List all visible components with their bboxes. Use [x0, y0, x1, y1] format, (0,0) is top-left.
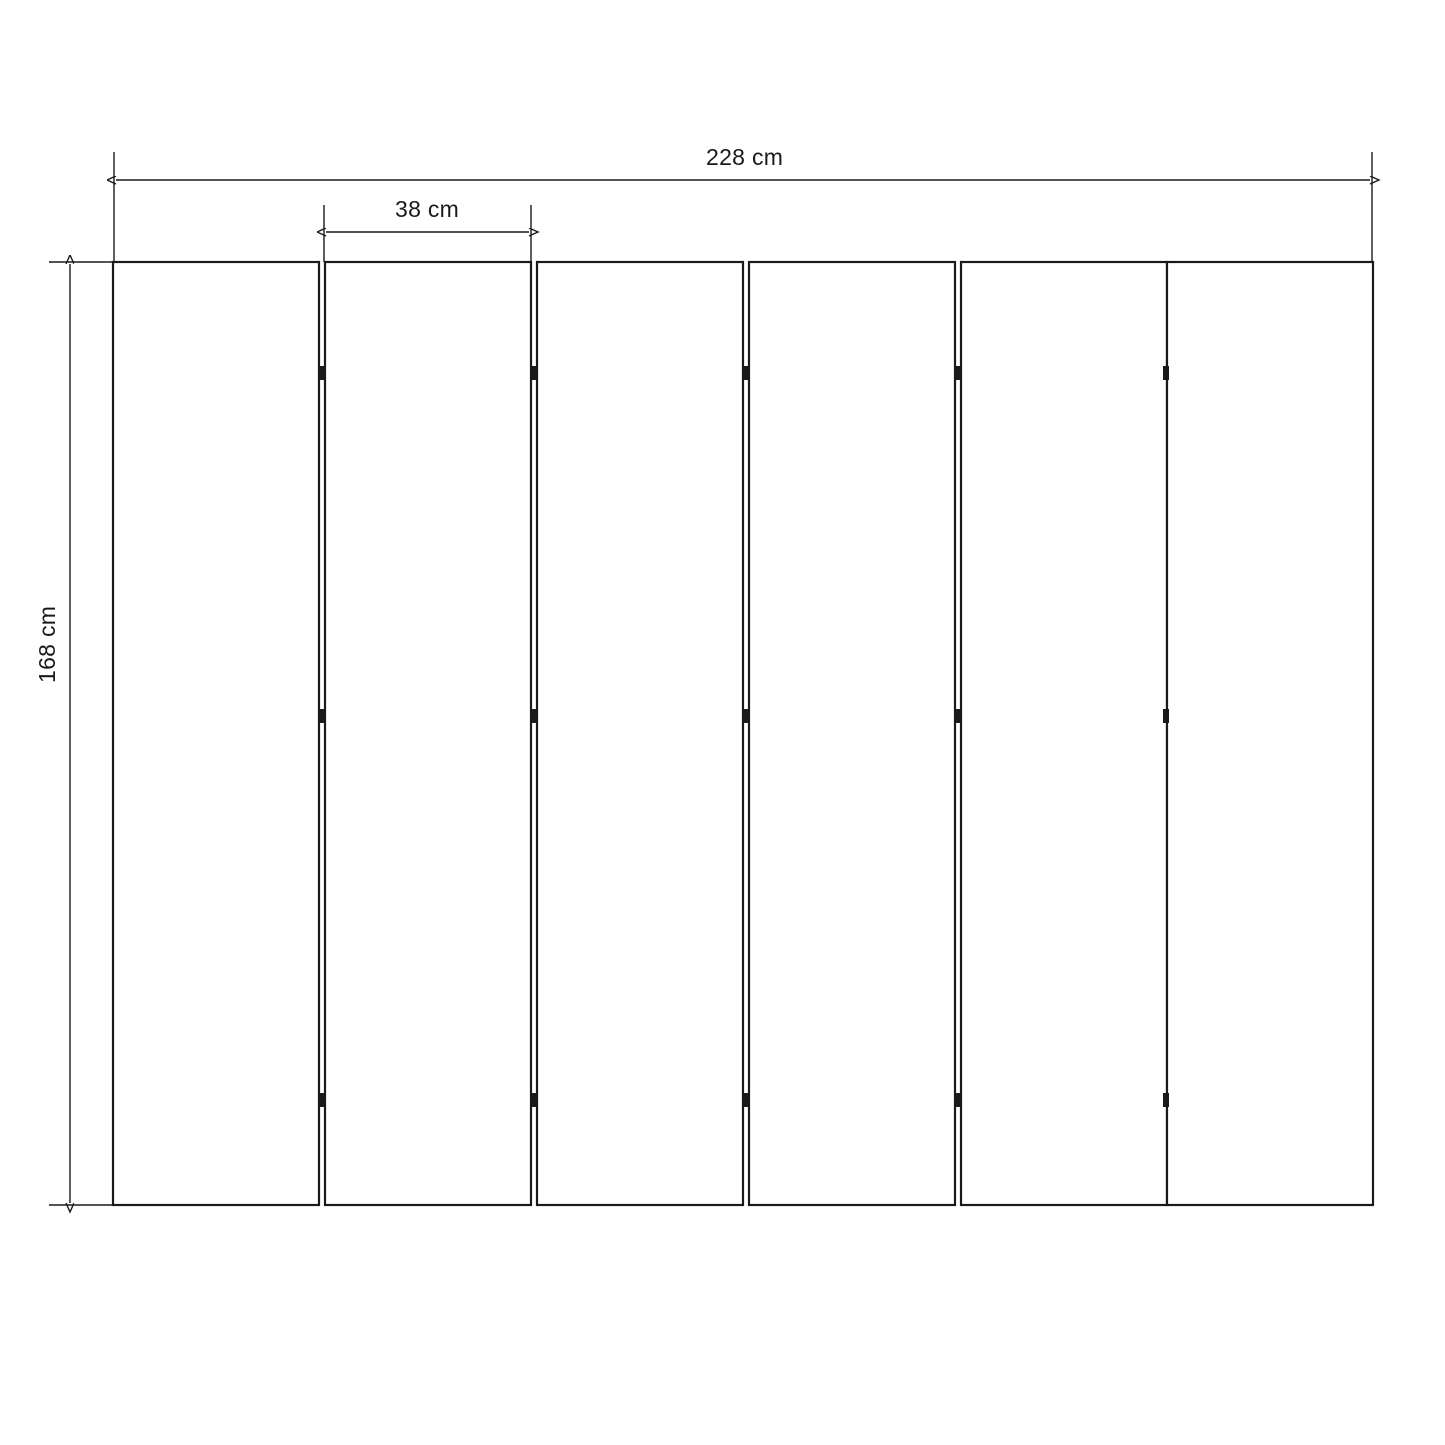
hinge-icon [743, 366, 749, 380]
panel-3 [537, 262, 743, 1205]
hinge-icon [531, 1093, 537, 1107]
panel-5 [961, 262, 1167, 1205]
hinge-icon [531, 366, 537, 380]
hinge-icon [531, 709, 537, 723]
hinge-icon [1163, 1093, 1169, 1107]
hinge-icon [955, 366, 961, 380]
panel-group [113, 262, 1373, 1205]
dimension-label-total-width: 228 cm [706, 144, 784, 170]
hinge-icon [955, 709, 961, 723]
dimension-label-panel-width: 38 cm [395, 196, 460, 222]
dimension-label-total-height: 168 cm [34, 605, 60, 683]
hinge-icon [1163, 366, 1169, 380]
hinge-icon [319, 709, 325, 723]
dimension-total-height [49, 262, 113, 1205]
panel-1 [113, 262, 319, 1205]
panel-6 [1167, 262, 1373, 1205]
hinge-icon [1163, 709, 1169, 723]
panel-2 [325, 262, 531, 1205]
panel-4 [749, 262, 955, 1205]
hinge-icon [319, 1093, 325, 1107]
hinge-icon [743, 1093, 749, 1107]
hinge-icon [743, 709, 749, 723]
hinge-icon [955, 1093, 961, 1107]
hinge-icon [319, 366, 325, 380]
